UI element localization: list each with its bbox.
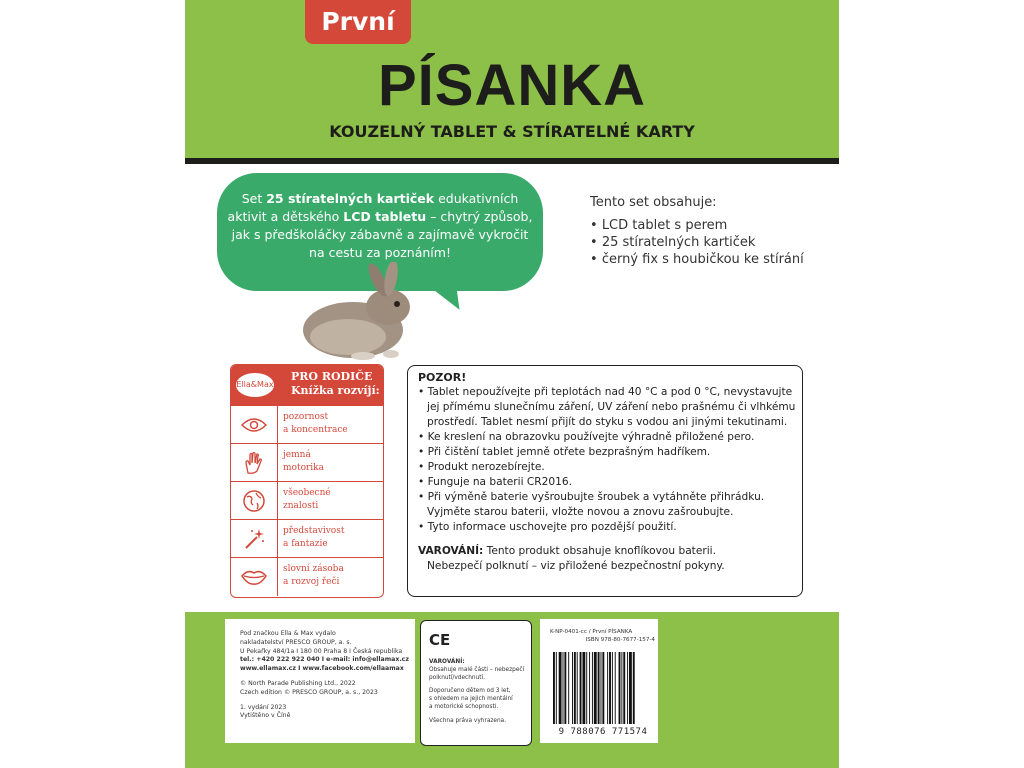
publisher-info: Pod značkou Ella & Max vydalo nakladatelství PRESCO GROUP, a. s. U Pekařky 484/1a I 180 00 Praha 8 I Česká republika tel.: +420 222 922 040 I e-mail: info@ellamax.cz www.ellamax.cz I www.facebook.com/ellaamax © North Parade Publishing Ltd., 2022 Czech edition © PRESCO GROUP, a. s., 2023 1. vydání 2023 Vytištěno v Číně <box>240 630 409 720</box>
ce-mark-icon: CE <box>429 631 451 649</box>
skill-row <box>231 557 383 596</box>
lips-icon <box>231 558 278 596</box>
list-item: • Tablet nepoužívejte při teplotách nad 40 °C a pod 0 °C, nevystavujte jej přímému slunečnímu záření, UV záření nebo prašnému či vlhkému prostředí. Tablet nesmí přijít do styku s vodou ani jinými tekutinami. <box>418 385 796 430</box>
product-title: PÍSANKA <box>377 53 647 118</box>
safety-warning-box <box>407 365 803 597</box>
skill-label: slovní zásoba a rozvoj řeči <box>283 564 344 587</box>
hand-icon <box>231 444 278 482</box>
speech-bubble-text: Set 25 stíratelných kartiček edukativních aktivit a dětského LCD tabletu – chytrý způsob, jak s předškoláčky zábavně a zajímavě vykročit na cestu za poznáním! <box>227 191 533 260</box>
barcode-icon <box>549 650 657 728</box>
barcode-number: 9 788076 771574 <box>558 727 648 737</box>
skill-row <box>231 405 383 444</box>
badge-prvni: První <box>305 0 411 44</box>
ce-warning-box <box>420 620 532 746</box>
for-parents-header <box>231 365 383 405</box>
skill-row <box>231 519 383 558</box>
skill-label: představivost a fantazie <box>283 526 345 549</box>
for-parents-panel <box>230 364 384 598</box>
varovani-note: VAROVÁNÍ: Tento produkt obsahuje knoflíkovou baterii. Nebezpečí polknutí – viz přiložené bezpečnostní pokyny. <box>418 545 725 572</box>
list-item: • Tyto informace uschovejte pro pozdější použití. <box>418 520 796 535</box>
skill-label: pozornost a koncentrace <box>283 412 348 435</box>
list-item: • černý fix s houbičkou ke stírání <box>590 251 830 268</box>
ce-warning-text: VAROVÁNÍ: Obsahuje malé části – nebezpečí polknutí/vdechnutí. Doporučeno dětem od 3 let, s ohledem na jejich mentální a motorické schopnosti. Všechna práva vyhrazena. <box>429 659 525 724</box>
skill-label: jemná motorika <box>283 450 324 473</box>
globe-icon <box>231 482 278 520</box>
skill-row <box>231 481 383 520</box>
product-subtitle: KOUZELNÝ TABLET & STÍRATELNÉ KARTY <box>329 122 695 141</box>
list-item: • Ke kreslení na obrazovku používejte výhradně přiložené pero. <box>418 430 796 445</box>
skill-label: všeobecné znalosti <box>283 488 331 511</box>
set-contents-title: Tento set obsahuje: <box>590 195 717 210</box>
product-code: K-NP-0401-cc / První PÍSANKA ISBN 978-80-7677-157-4 <box>550 629 655 643</box>
rabbit-illustration <box>293 262 423 362</box>
eye-icon <box>231 406 278 444</box>
skill-row <box>231 443 383 482</box>
ella-max-logo: Ella&Max <box>236 373 274 397</box>
list-item: • Funguje na baterii CR2016. <box>418 475 796 490</box>
header-divider <box>185 158 839 164</box>
warning-heading: POZOR! <box>418 371 467 384</box>
list-item: • Produkt nerozebírejte. <box>418 460 796 475</box>
list-item: • 25 stíratelných kartiček <box>590 234 830 251</box>
set-contents <box>590 194 830 268</box>
magic-wand-icon <box>231 520 278 558</box>
for-parents-title: PRO RODIČE Knížka rozvíjí: <box>291 370 380 397</box>
list-item: • LCD tablet s perem <box>590 217 830 234</box>
list-item: • Při čištění tablet jemně otřete bezprašným hadříkem. <box>418 445 796 460</box>
product-box-back <box>185 0 839 768</box>
list-item: • Při výměně baterie vyšroubujte šroubek a vytáhněte přihrádku. Vyjměte starou baterii, vložte novou a znovu zašroubujte. <box>418 490 796 520</box>
